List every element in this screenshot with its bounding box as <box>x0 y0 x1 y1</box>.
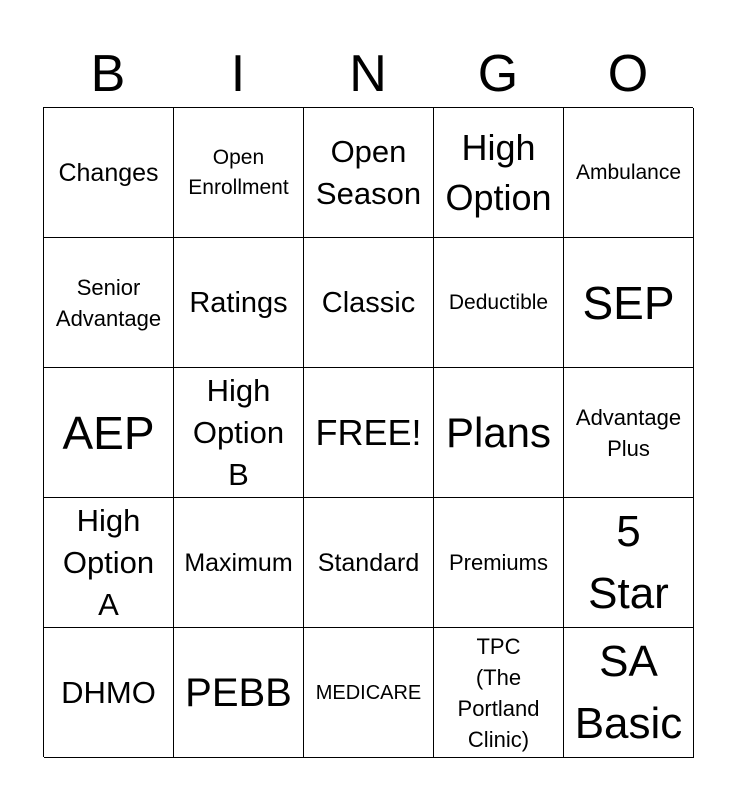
cell-text: Senior Advantage <box>55 274 162 331</box>
bingo-cell[interactable] <box>434 628 564 758</box>
bingo-cell[interactable] <box>44 368 174 498</box>
header-letter-g: G <box>477 45 519 103</box>
bingo-cell[interactable] <box>304 238 434 368</box>
cell-text: DHMO <box>61 674 156 710</box>
bingo-card <box>43 107 693 757</box>
header-letter-n: N <box>349 45 387 103</box>
bingo-header <box>43 42 693 106</box>
cell-text: PEBB <box>185 670 292 715</box>
free-space-cell[interactable] <box>304 368 434 498</box>
cell-text: SEP <box>582 276 675 329</box>
cell-text: 5 Star <box>588 506 669 618</box>
header-letter-o: O <box>607 45 649 103</box>
cell-text: Classic <box>321 286 416 319</box>
bingo-cell[interactable] <box>434 238 564 368</box>
cell-text: Open Enrollment <box>188 145 289 199</box>
bingo-cell[interactable] <box>304 628 434 758</box>
bingo-cell[interactable] <box>564 498 694 628</box>
cell-text: Premiums <box>448 550 548 575</box>
cell-text: Ambulance <box>575 160 682 184</box>
bingo-cell[interactable] <box>304 108 434 238</box>
bingo-cell[interactable] <box>174 108 304 238</box>
header-letter-i: I <box>230 45 246 103</box>
cell-text: TPC (The Portland Clinic) <box>457 633 540 752</box>
header-letter-b: B <box>90 45 126 103</box>
cell-text: SA Basic <box>574 636 683 748</box>
bingo-cell[interactable] <box>434 368 564 498</box>
bingo-cell[interactable] <box>44 628 174 758</box>
cell-text: Standard <box>317 548 420 577</box>
bingo-cell[interactable] <box>174 498 304 628</box>
cell-text: Maximum <box>184 548 293 577</box>
bingo-cell[interactable] <box>564 108 694 238</box>
bingo-cell[interactable] <box>44 108 174 238</box>
bingo-cell[interactable] <box>174 368 304 498</box>
bingo-cell[interactable] <box>174 628 304 758</box>
bingo-cell[interactable] <box>564 628 694 758</box>
bingo-cell[interactable] <box>44 238 174 368</box>
bingo-cell[interactable] <box>434 108 564 238</box>
bingo-cell[interactable] <box>564 368 694 498</box>
cell-text: Ratings <box>189 286 288 319</box>
bingo-cell[interactable] <box>564 238 694 368</box>
bingo-cell[interactable] <box>434 498 564 628</box>
bingo-cell[interactable] <box>304 498 434 628</box>
bingo-cell[interactable] <box>174 238 304 368</box>
cell-text: Deductible <box>448 290 549 314</box>
cell-text: High Option <box>445 126 552 218</box>
cell-text: Advantage Plus <box>575 404 682 461</box>
bingo-cell[interactable] <box>44 498 174 628</box>
cell-text: High Option B <box>192 372 285 492</box>
cell-text: High Option A <box>62 502 155 622</box>
cell-text: Open Season <box>315 133 422 211</box>
cell-text: MEDICARE <box>315 681 422 704</box>
free-space-text: FREE! <box>315 411 422 453</box>
cell-text: Plans <box>445 408 552 456</box>
cell-text: AEP <box>62 406 155 459</box>
cell-text: Changes <box>58 158 159 187</box>
